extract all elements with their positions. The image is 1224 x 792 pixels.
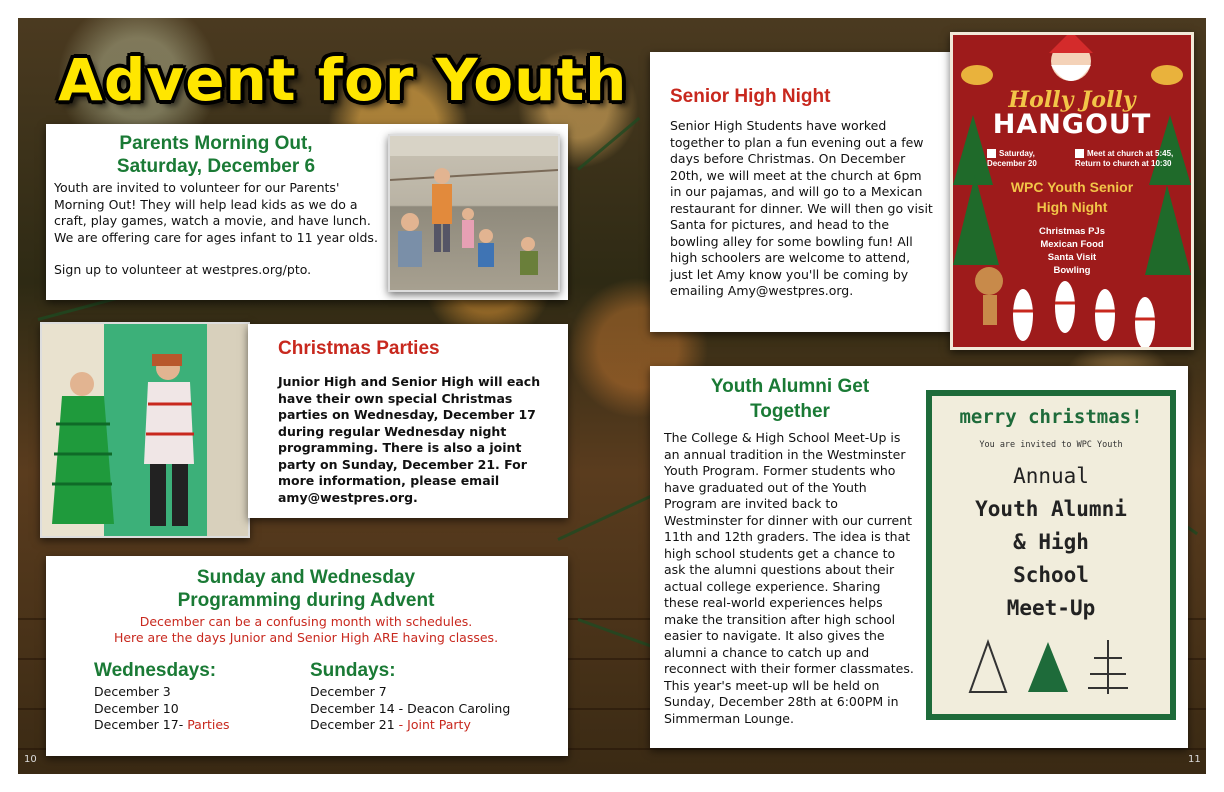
christmas-parties-body: Junior High and Senior High will each have their own special Christmas parties on Wednesday, December 17 during regular Wednesday night programming. There is also a joint party on Sunday, December 21. For more information, please email amy@westpres.org. bbox=[278, 374, 541, 505]
page-spread bbox=[18, 18, 1206, 774]
page-title: Advent for Youth bbox=[58, 46, 628, 114]
programming-heading bbox=[46, 566, 566, 612]
alumni-meetup-flyer bbox=[926, 390, 1176, 720]
alumni-flyer-line: School bbox=[1013, 563, 1089, 587]
alumni-flyer-trees bbox=[932, 634, 1170, 704]
christmas-costume-photo bbox=[40, 322, 250, 538]
sunday-item bbox=[310, 701, 560, 718]
heading-line: Parents Morning Out, bbox=[119, 133, 313, 154]
holly-jolly-hangout-flyer bbox=[950, 32, 1194, 350]
christmas-costume-illustration bbox=[42, 324, 248, 536]
flyer-activity: Bowling bbox=[1053, 265, 1091, 276]
note-line: December can be a confusing month with schedules. bbox=[139, 614, 473, 629]
programming-note bbox=[46, 614, 566, 646]
alumni-flyer-line: Meet-Up bbox=[1006, 596, 1096, 620]
flyer-event-line: High Night bbox=[1036, 199, 1108, 215]
item-note: - Joint Party bbox=[394, 717, 471, 732]
flyer-event bbox=[953, 177, 1191, 217]
youth-alumni-heading bbox=[650, 374, 930, 424]
wednesdays-list bbox=[94, 658, 294, 734]
flyer-meet-text: Meet at church at 5:45, Return to church at 10:30 bbox=[1075, 149, 1174, 168]
heading-line: Saturday, December 6 bbox=[116, 156, 316, 177]
item-date: December 17- bbox=[94, 717, 188, 732]
alumni-flyer-line: & High bbox=[1013, 530, 1089, 554]
alumni-flyer-invite: You are invited to WPC Youth bbox=[979, 440, 1123, 450]
sundays-list bbox=[310, 658, 560, 734]
youth-alumni-card bbox=[650, 366, 1188, 748]
heading-line: Sunday and Wednesday bbox=[196, 567, 416, 588]
christmas-parties-heading: Christmas Parties bbox=[278, 338, 440, 359]
youth-alumni-body: The College & High School Meet-Up is an annual tradition in the Westminster Youth Program. Former students who have graduated out of the Youth Program are invited back to Westminster for dinner with our current 11th and 12th graders. The idea is that high school students get a chance to ask the alumni questions about their actual college experience. Sharing these real-world experiences helps make the transition after high school easier to navigate. It also gives the alumni a chance to catch up and reconnect with their former classmates. This year's meet-up wll be held on Sunday, December 28th at 6:00PM in Simmerman Lounge. bbox=[664, 430, 914, 726]
church-icon bbox=[1075, 149, 1084, 158]
sunday-item bbox=[310, 717, 560, 734]
page-number-left: 10 bbox=[24, 754, 37, 765]
kids-playing-illustration bbox=[390, 136, 558, 290]
wednesday-item bbox=[94, 717, 294, 734]
alumni-flyer-line: Youth Alumni bbox=[975, 497, 1127, 521]
kids-playing-photo bbox=[388, 134, 560, 292]
flyer-script-line: Holly Jolly bbox=[1008, 87, 1136, 113]
senior-high-night-body: Senior High Students have worked together to plan a fun evening out a few days before Christmas. On December 20th, we will meet at the church at 6pm in our pajamas, and will go to a Mexican restaurant for dinner. We will then go visit Santa for pictures, and head to the bowling alley for some bowling fun! All high schoolers are welcome to attend, just let Amy know you'll be coming by emailing Amy@westpres.org. bbox=[670, 118, 933, 298]
flyer-event-line: WPC Youth Senior bbox=[1010, 179, 1134, 195]
page-number-right: 11 bbox=[1188, 754, 1201, 765]
heading-line: Youth Alumni Get bbox=[710, 376, 870, 397]
item-date: December 10 bbox=[94, 700, 179, 716]
pine-branch bbox=[577, 117, 640, 171]
sundays-heading: Sundays: bbox=[310, 660, 396, 681]
sunday-item bbox=[310, 684, 560, 701]
wednesdays-heading: Wednesdays: bbox=[94, 660, 217, 681]
item-date: December 21 bbox=[310, 717, 395, 732]
senior-high-night-card bbox=[650, 52, 970, 332]
flyer-activities bbox=[953, 225, 1191, 277]
flyer-activity: Christmas PJs bbox=[1038, 226, 1105, 237]
parents-morning-out-heading bbox=[46, 132, 386, 178]
alumni-flyer-line: Annual bbox=[1013, 464, 1089, 488]
senior-high-night-heading: Senior High Night bbox=[670, 86, 831, 107]
item-date: December 3 bbox=[94, 684, 171, 699]
wednesday-item bbox=[94, 684, 294, 701]
christmas-parties-card bbox=[248, 324, 568, 518]
item-date: December 7 bbox=[310, 684, 387, 699]
flyer-date bbox=[987, 149, 1067, 169]
alumni-flyer-greeting: merry christmas! bbox=[959, 406, 1143, 428]
note-line: Here are the days Junior and Senior High ARE having classes. bbox=[113, 630, 499, 645]
heading-line: Together bbox=[750, 401, 830, 422]
heading-line: Programming during Advent bbox=[177, 590, 435, 611]
parents-morning-out-signup: Sign up to volunteer at westpres.org/pto. bbox=[54, 262, 312, 277]
tree-icon bbox=[1028, 642, 1068, 692]
flyer-title: HANGOUT bbox=[992, 109, 1152, 140]
tree-icon bbox=[970, 642, 1006, 692]
wednesday-item bbox=[94, 701, 294, 718]
alumni-flyer-title bbox=[932, 460, 1170, 625]
item-note: Parties bbox=[187, 717, 230, 732]
flyer-activity: Mexican Food bbox=[1040, 239, 1104, 250]
programming-card bbox=[46, 556, 568, 756]
parents-morning-out-body: Youth are invited to volunteer for our Parents' Morning Out! They will help lead kids as we do a craft, play games, watch a movie, and have lunch. We are offering care for ages infant to 11 year olds. bbox=[54, 180, 378, 245]
flyer-activity: Santa Visit bbox=[1047, 252, 1097, 263]
calendar-icon bbox=[987, 149, 996, 158]
flyer-date-text: Saturday, December 20 bbox=[987, 149, 1037, 168]
item-date: December 14 - Deacon Caroling bbox=[310, 700, 511, 716]
flyer-meet bbox=[1075, 149, 1175, 169]
